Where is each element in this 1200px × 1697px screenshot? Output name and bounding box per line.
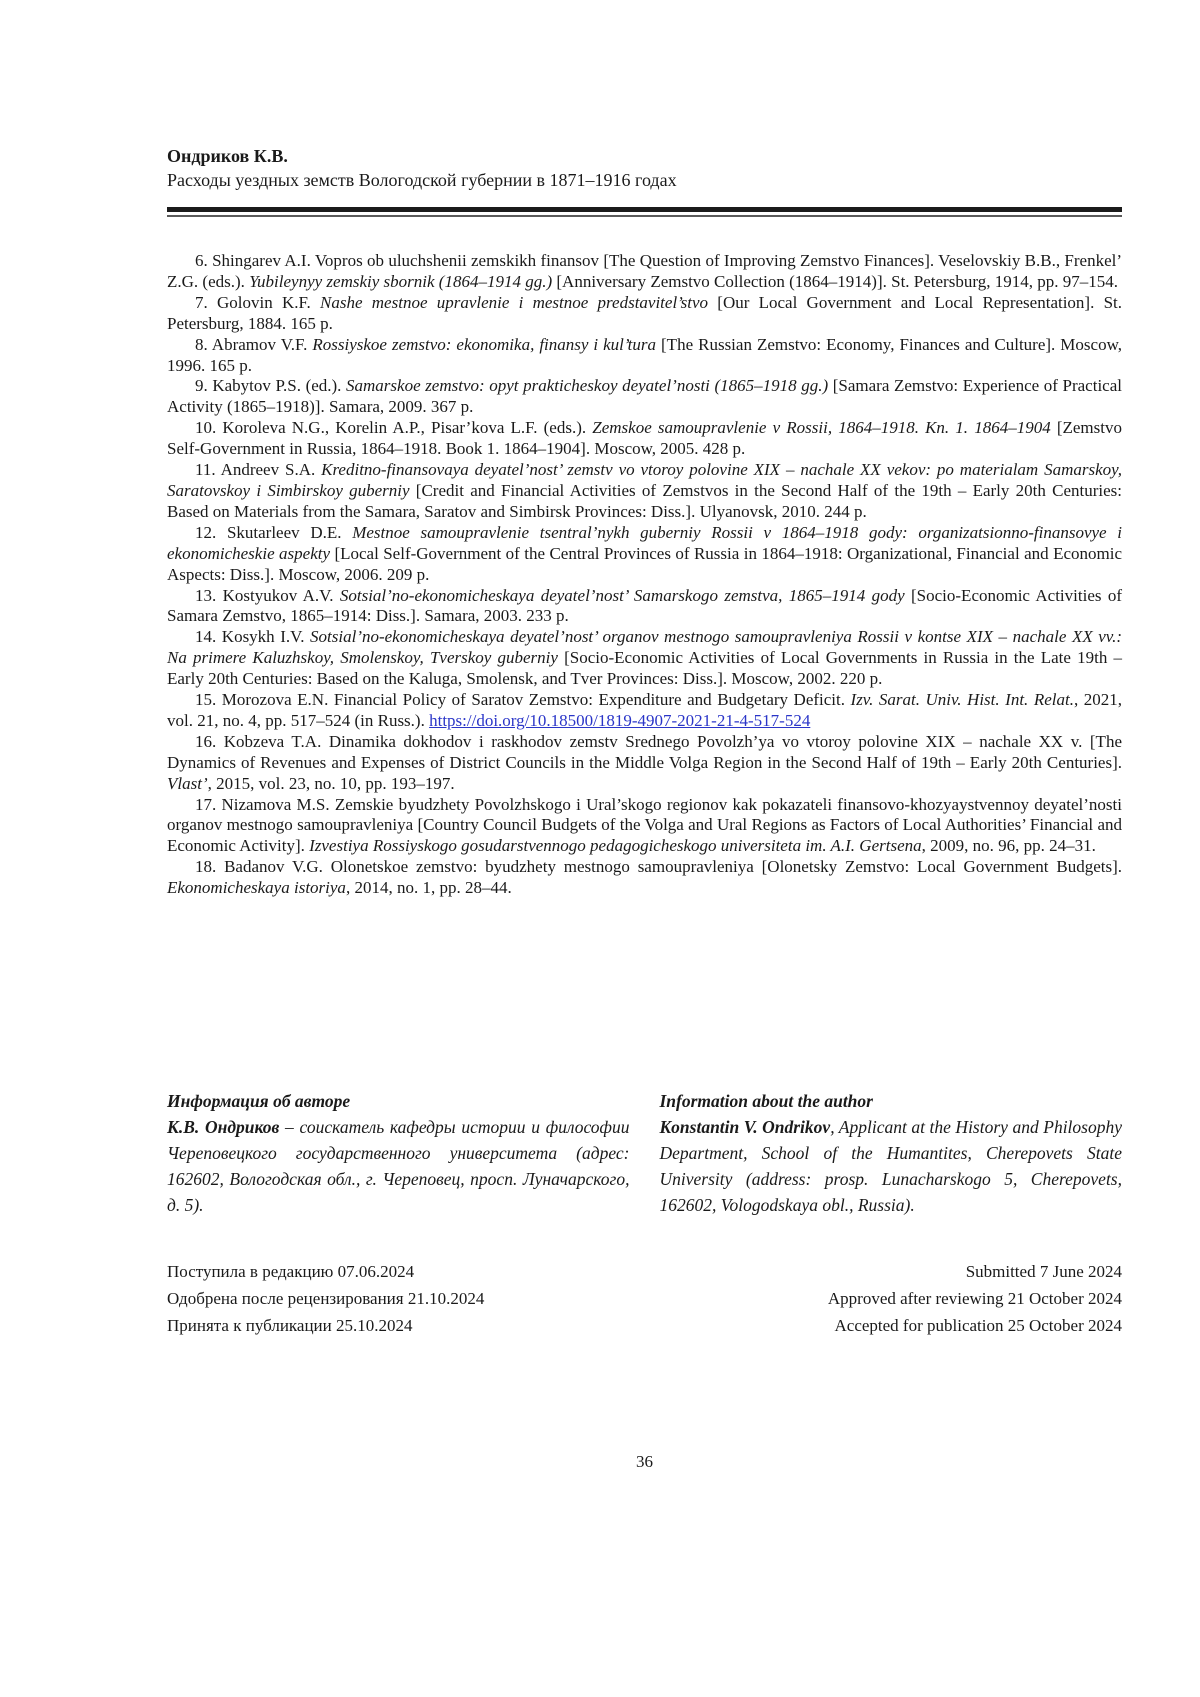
- text-segment: [The Russian Zemstvo: Economy, Finances and Culture]. Moscow, 1996. 165 p.: [167, 334, 1122, 375]
- text-segment: Rossiyskoe zemstvo: ekonomika, finansy i kul’tura: [312, 334, 657, 354]
- text-segment: 18. Badanov V.G. Olonetskoe zemstvo: byudzhety mestnogo samoupravleniya [Olonetsky Zemstvo: Local Government Budgets].: [195, 857, 1122, 877]
- running-head-author: Ондриков К.В.: [167, 146, 288, 166]
- text-segment: , Applicant at the History and Philosophy Department, School of the Humantites, Cherepovets State University (address: prosp. Lunacharskogo 5, Cherepovets, 162602, Vologodskaya obl., Russia).: [659, 1117, 1122, 1215]
- text-segment: [Our Local Government and Local Representation]. St. Petersburg, 1884. 165 p.: [167, 292, 1123, 333]
- date-approved-en: Approved after reviewing 21 October 2024: [827, 1289, 1122, 1308]
- date-accepted-en: Accepted for publication 25 October 2024: [834, 1316, 1122, 1335]
- text-segment: 9. Kabytov P.S. (ed.).: [195, 376, 347, 396]
- text-segment: Samarskoe zemstvo: opyt prakticheskoy deyatel’nosti (1865–1918 gg.): [346, 376, 829, 396]
- reference-item: [167, 293, 1122, 335]
- text-segment: 14. Kosykh I.V.: [195, 627, 311, 647]
- text-segment: [Anniversary Zemstvo Collection (1864–1914)]. St. Petersburg, 1914, pp. 97–154.: [552, 271, 1118, 291]
- text-segment: 11. Andreev S.A.: [195, 460, 322, 480]
- reference-item: [167, 335, 1122, 377]
- reference-item: [167, 376, 1122, 418]
- running-head: [167, 144, 1122, 217]
- author-info-heading-en: Information about the author: [659, 1091, 873, 1111]
- text-segment: Zemskoe samoupravlenie v Rossii, 1864–1918. Kn. 1. 1864–1904: [592, 418, 1051, 438]
- author-info-body-ru: [167, 1114, 630, 1218]
- author-info-heading-ru: Информация об авторе: [167, 1091, 351, 1111]
- text-segment: [Credit and Financial Activities of Zemstvos in the Second Half of the 19th – Early 20th Centuries: Based on Materials from the Samara, Saratov and Simbirsk Provinces: Diss.]. Ulyanovsk, 2010. 244 p.: [167, 480, 1122, 521]
- references-list: [167, 251, 1122, 899]
- text-segment: , 2021, vol. 21, no. 4, pp. 517–524 (in Russ.).: [167, 690, 1122, 730]
- text-segment: Izvestiya Rossiyskogo gosudarstvennogo pedagogicheskogo universiteta im. A.I. Gertsena: [309, 836, 922, 856]
- text-segment: [Socio-Economic Activities of Local Governments in Russia in the Late 19th – Early 20th Centuries: Based on the Kaluga, Smolensk, and Tver Provinces: Diss.]. Moscow, 2002. 220 p.: [167, 648, 1122, 689]
- text-segment: 15. Morozova E.N. Financial Policy of Saratov Zemstvo: Expenditure and Budgetary Deficit.: [195, 690, 851, 710]
- text-segment: 6. Shingarev A.I. Vopros ob uluchshenii zemskikh finansov [The Question of Improving Zemstvo Finances]. Veselovskiy B.B., Frenkel’ Z.G. (eds.).: [167, 251, 1122, 291]
- text-segment: Yubileynyy zemskiy sbornik (1864–1914 gg.): [249, 271, 553, 291]
- header-rule-thick: [167, 207, 1122, 212]
- text-segment: 12. Skutarleev D.E.: [195, 522, 353, 542]
- reference-item: [167, 857, 1122, 899]
- text-segment: [Socio-Economic Activities of Samara Zemstvo, 1865–1914: Diss.]. Samara, 2003. 233 p.: [167, 585, 1123, 626]
- date-approved-ru: Одобрена после рецензирования 21.10.2024: [167, 1289, 485, 1308]
- author-info-section: [167, 1088, 1122, 1218]
- text-segment: 8. Abramov V.F.: [195, 334, 313, 354]
- text-segment: Nashe mestnoe upravlenie i mestnoe predstavitel’stvo: [320, 292, 709, 312]
- text-segment: Kreditno-finansovaya deyatel’nost’ zemstv vo vtoroy polovine XIX – nachale XX vekov: po materialam Samarskoy, Saratovskoy i Simbirskoy guberniy: [167, 460, 1122, 500]
- text-segment: , 2009, no. 96, pp. 24–31.: [921, 836, 1096, 856]
- text-segment: , 2014, no. 1, pp. 28–44.: [345, 878, 512, 898]
- reference-item: [167, 627, 1122, 690]
- running-head-title: Расходы уездных земств Вологодской губернии в 1871–1916 годах: [167, 170, 677, 190]
- text-segment: Mestnoe samoupravlenie tsentral’nykh guberniy Rossii v 1864–1918 gody: organizatsionno-finansovye i ekonomicheskie aspekty: [167, 522, 1123, 563]
- text-segment: 16. Kobzeva T.A. Dinamika dokhodov i raskhodov zemstv Srednego Povolzh’ya vo vtoroy polovine XIX – nachale XX v. [The Dynamics of Revenues and Expenses of District Councils in the Middle Volga Region in the Second Half of 19th – Early 20th Centuries].: [167, 731, 1122, 772]
- author-info-body-en: [660, 1114, 1123, 1218]
- doi-link[interactable]: https://doi.org/10.18500/1819-4907-2021-21-4-517-524: [429, 710, 811, 730]
- text-segment: [Zemstvo Self-Government in Russia, 1864–1918. Book 1. 1864–1904]. Moscow, 2005. 428 p.: [167, 418, 1122, 459]
- reference-item: [167, 251, 1122, 293]
- reference-item: [167, 732, 1122, 795]
- text-segment: Vlast’: [167, 773, 208, 793]
- author-info-ru-column: [167, 1088, 630, 1218]
- text-segment: Konstantin V. Ondrikov: [659, 1117, 831, 1137]
- date-received-ru: Поступила в редакцию 07.06.2024: [167, 1262, 415, 1281]
- header-rule-thin: [167, 215, 1122, 217]
- text-segment: , 2015, vol. 23, no. 10, pp. 193–197.: [207, 773, 455, 793]
- text-segment: К.В. Ондриков: [167, 1117, 280, 1137]
- reference-item: [167, 523, 1122, 586]
- submission-dates-en: [828, 1258, 1122, 1339]
- reference-item: [167, 586, 1122, 628]
- page-number: 36: [636, 1452, 653, 1471]
- date-accepted-ru: Принята к публикации 25.10.2024: [167, 1316, 413, 1335]
- text-segment: [Samara Zemstvo: Experience of Practical Activity (1865–1918)]. Samara, 2009. 367 p.: [167, 376, 1122, 417]
- reference-item: [167, 418, 1122, 460]
- text-segment: 17. Nizamova M.S. Zemskie byudzhety Povolzhskogo i Ural’skogo regionov kak pokazateli finansovo-khozyaystvennoy deyatel’nosti organov mestnogo samoupravleniya [Country Council Budgets of the Volga and Ural Regions as Factors of Local Authorities’ Financial and Economic Activity].: [167, 794, 1122, 856]
- text-segment: 7. Golovin K.F.: [195, 292, 321, 312]
- text-segment: 10. Koroleva N.G., Korelin A.P., Pisar’kova L.F. (eds.).: [195, 418, 593, 438]
- reference-item: [167, 690, 1122, 732]
- reference-item: [167, 795, 1122, 858]
- text-segment: Ekonomicheskaya istoriya: [167, 878, 346, 898]
- text-segment: – соискатель кафедры истории и философии Череповецкого государственного университета (адрес: 162602, Вологодская обл., г. Череповец, просп. Луначарского, д. 5).: [167, 1117, 630, 1215]
- text-segment: Izv. Sarat. Univ. Hist. Int. Relat.: [850, 690, 1074, 710]
- text-segment: Sotsial’no-ekonomicheskaya deyatel’nost’ organov mestnogo samoupravleniya Rossii v kontse XIX – nachale XX vv.: Na primere Kaluzhskoy, Smolenskoy, Tverskoy guberniy: [167, 627, 1122, 668]
- date-submitted-en: Submitted 7 June 2024: [965, 1262, 1122, 1281]
- submission-dates-ru: [167, 1258, 484, 1339]
- text-segment: [Local Self-Government of the Central Provinces of Russia in 1864–1918: Organizational, Financial and Economic Aspects: Diss.]. Moscow, 2006. 209 p.: [167, 543, 1122, 584]
- submission-dates: [167, 1258, 1122, 1339]
- text-segment: Sotsial’no-ekonomicheskaya deyatel’nost’ Samarskogo zemstva, 1865–1914 gody: [339, 585, 905, 605]
- reference-item: [167, 460, 1122, 523]
- author-info-en-column: [660, 1088, 1123, 1218]
- text-segment: 13. Kostyukov A.V.: [195, 585, 340, 605]
